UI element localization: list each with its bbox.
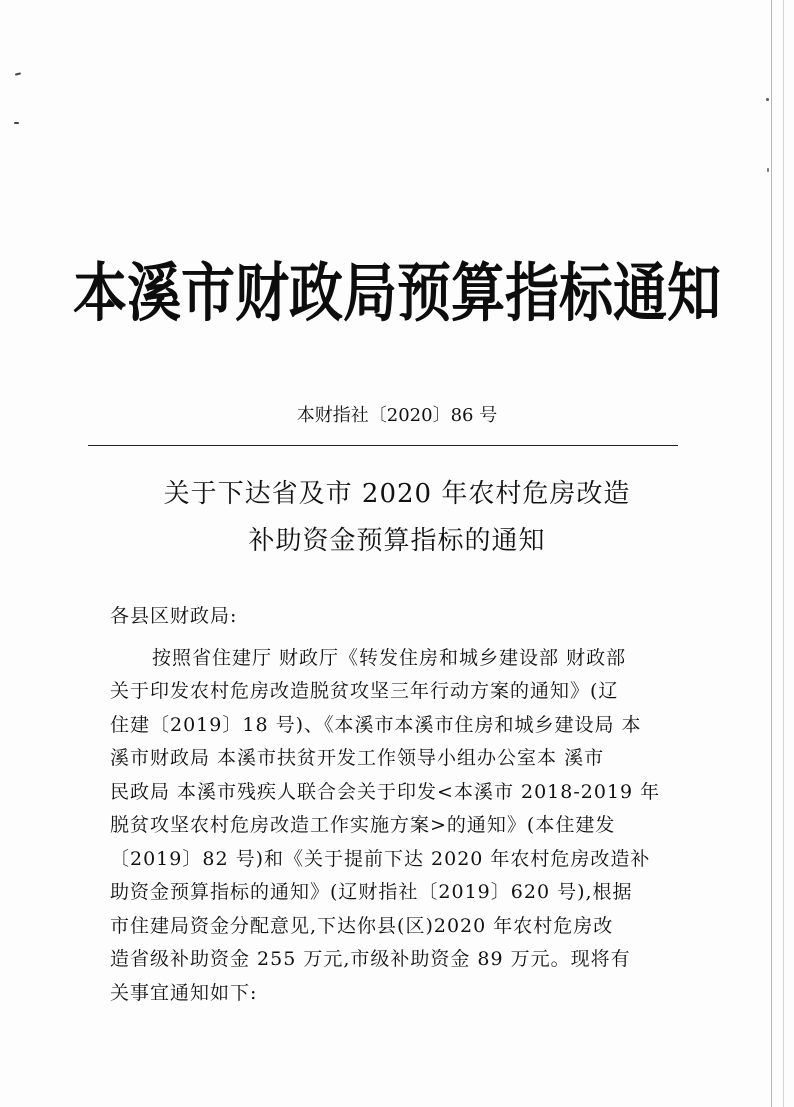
body-line: 关事宜通知如下: — [110, 982, 258, 1004]
scan-speck — [14, 122, 19, 124]
salutation: 各县区财政局: — [110, 605, 238, 627]
body-line: 〔2019〕82 号)和《关于提前下达 2020 年农村危房改造补 — [110, 848, 651, 870]
body-line: 助资金预算指标的通知》(辽财指社〔2019〕620 号),根据 — [110, 881, 633, 903]
body-line: 脱贫攻坚农村危房改造工作实施方案>的通知》(本住建发 — [110, 814, 616, 836]
scan-speck — [767, 168, 769, 172]
body-line: 溪市财政局 本溪市扶贫开发工作领导小组办公室本 溪市 — [110, 747, 605, 769]
body-line: 住建〔2019〕18 号)、《本溪市本溪市住房和城乡建设局 本 — [110, 714, 642, 736]
document-number: 本财指社〔2020〕86 号 — [296, 405, 498, 426]
notice-title-line-2: 补助资金预算指标的通知 — [248, 526, 546, 556]
body-line: 造省级补助资金 255 万元,市级补助资金 89 万元。现将有 — [110, 948, 631, 970]
notice-title-line-1: 关于下达省及市 2020 年农村危房改造 — [163, 479, 631, 509]
scan-speck — [15, 72, 21, 75]
masthead-title: 本溪市财政局预算指标通知 — [73, 255, 721, 331]
body-line: 关于印发农村危房改造脱贫攻坚三年行动方案的通知》(辽 — [110, 680, 619, 702]
body-line: 民政局 本溪市残疾人联合会关于印发<本溪市 2018-2019 年 — [110, 781, 661, 803]
scan-speck — [766, 98, 769, 101]
body-line: 按照省住建厅 财政厅《转发住房和城乡建设部 财政部 — [152, 647, 627, 669]
body-line: 市住建局资金分配意见,下达你县(区)2020 年农村危房改 — [110, 915, 614, 937]
header-divider — [88, 445, 678, 446]
